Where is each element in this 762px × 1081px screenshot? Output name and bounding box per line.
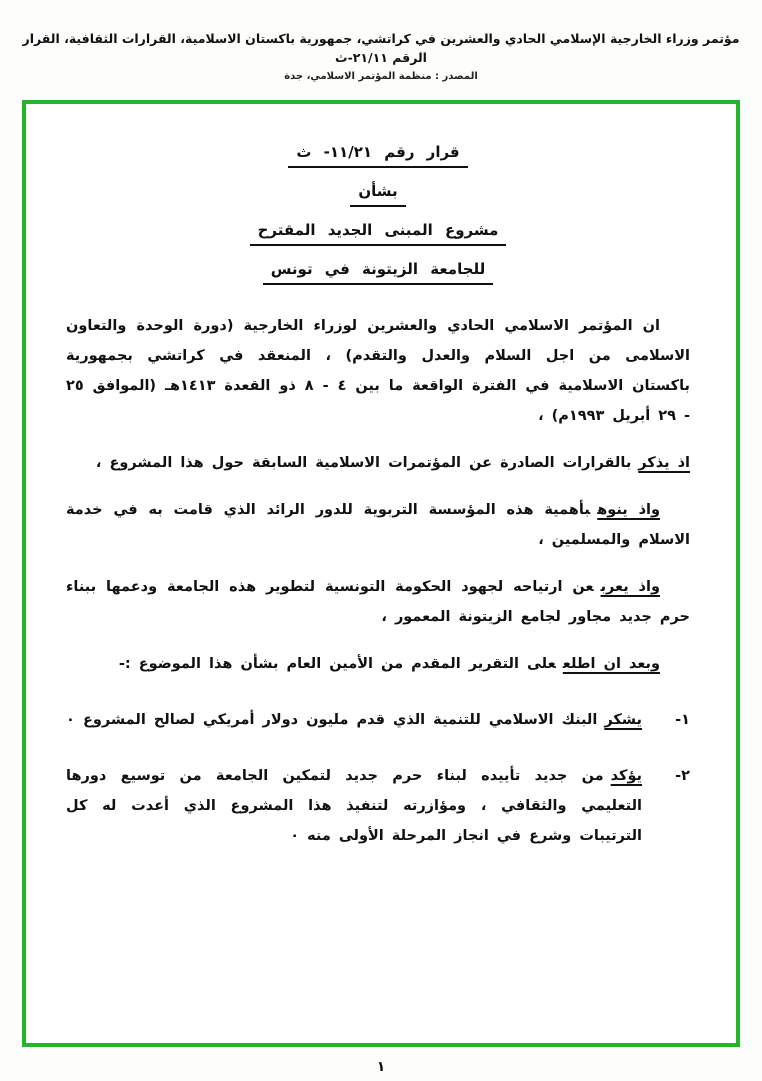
paragraph-lead: اذ يذكر — [638, 455, 690, 471]
expressing-paragraph — [66, 572, 690, 632]
operative-item-2 — [66, 761, 690, 851]
item-rest: البنك الاسلامي للتنمية الذي قدم مليون دولار أمريكي لصالح المشروع ٠ — [66, 712, 598, 728]
item-rest: من جديد تأييده لبناء حرم جديد لتمكين الجامعة من توسيع دورها التعليمي والثقافي ، ومؤازرته لتنفيذ هذا المشروع الذي أعدت له كل الترتيبات وشرع في انجاز المرحلة الأولى منه ٠ — [66, 768, 642, 844]
item-number: ٢- — [675, 768, 690, 784]
resolution-body — [66, 311, 690, 851]
title-subject-line2: للجامعة الزيتونة في تونس — [263, 260, 494, 285]
page-number: ١ — [376, 1059, 386, 1075]
operative-item-1 — [66, 705, 690, 735]
item-text — [66, 761, 642, 851]
item-lead: يشكر — [604, 712, 642, 728]
paragraph-text: بأهمية هذه المؤسسة التربوية للدور الرائد الذي قامت به في خدمة الاسلام والمسلمين ، — [66, 502, 690, 548]
title-regarding: بشأن — [350, 182, 405, 207]
paragraph-text: عن ارتياحه لجهود الحكومة التونسية لتطوير هذه الجامعة ودعمها ببناء حرم جديد مجاور لجامع الزيتونة المعمور ، — [66, 579, 690, 625]
item-lead: يؤكد — [610, 768, 642, 784]
resolution-number-title: قرار رقم ١١/٢١- ث — [288, 143, 467, 168]
title-line-wrap — [66, 142, 690, 168]
title-line-wrap — [66, 181, 690, 207]
header-publisher-line: المصدر : منظمة المؤتمر الاسلامي، جدة — [284, 70, 478, 82]
header-source-line: مؤتمر وزراء الخارجية الإسلامي الحادي والعشرين في كراتشي، جمهورية باكستان الاسلامية، القرارات الثقافية، القرار الرقم ٢١/١١-ث — [22, 31, 740, 65]
paragraph-text: ان المؤتمر الاسلامي الحادي والعشرين لوزراء الخارجية (دورة الوحدة والتعاون الاسلامى من اجل السلام والعدل والتقدم) ، المنعقد في كراتشي بجمهورية باكستان الاسلامية في الفترة الواقعة ما بين ٤ - ٨ ذو القعدة ١٤١٣هـ (الموافق ٢٥ - ٢٩ أبريل ١٩٩٣م) ، — [66, 318, 690, 424]
paragraph-text: بالقرارات الصادرة عن المؤتمرات الاسلامية السابقة حول هذا المشروع ، — [95, 455, 632, 471]
resolution-title-block — [66, 142, 690, 285]
paragraph-lead: واذ يعرب — [600, 579, 660, 595]
item-text — [66, 705, 642, 735]
document-frame — [22, 100, 740, 1047]
paragraph-lead: واذ ينوه — [597, 502, 661, 518]
document-header — [0, 0, 762, 82]
paragraph-text: على التقرير المقدم من الأمين العام بشأن هذا الموضوع :- — [118, 656, 556, 672]
noting-paragraph — [66, 495, 690, 555]
title-line-wrap — [66, 259, 690, 285]
title-subject-line1: مشروع المبنى الجديد المقترح — [250, 221, 507, 246]
title-line-wrap — [66, 220, 690, 246]
item-number: ١- — [675, 712, 690, 728]
recalling-paragraph — [66, 448, 690, 478]
having-reviewed-paragraph — [66, 649, 690, 679]
preamble-paragraph — [66, 311, 690, 431]
paragraph-lead: وبعد ان اطلع — [562, 656, 660, 672]
